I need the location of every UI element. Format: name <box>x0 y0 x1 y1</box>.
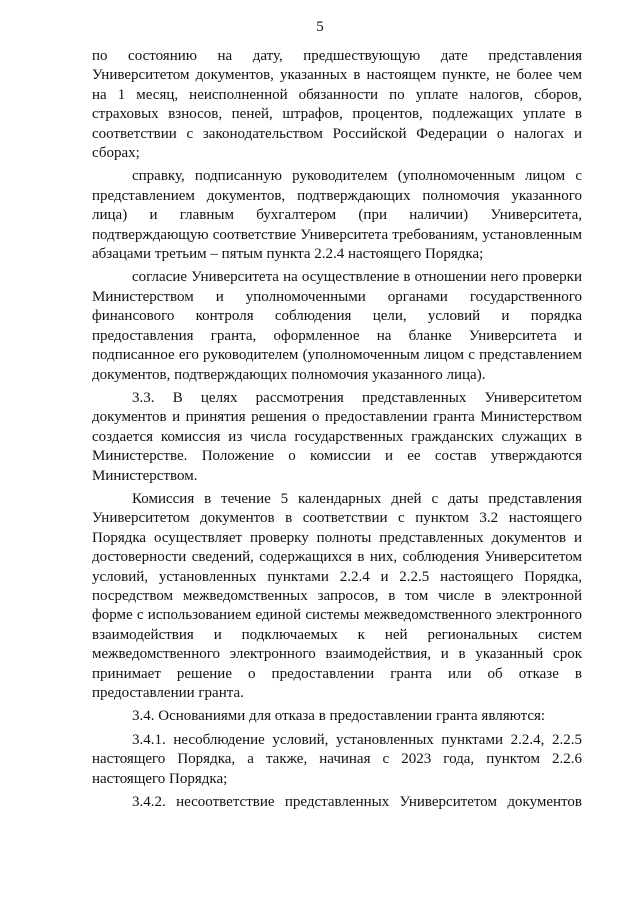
paragraph-3-3-commission: 3.3. В целях рассмотрения представленных Университетом документов и принятия решения о предоставлении гранта Министерством создается комиссия из числа государственных гражданских служащих в Министерстве. Положение о комиссии и ее состав утверждаются Министерством. <box>92 389 582 484</box>
paragraph-commission-review: Комиссия в течение 5 календарных дней с даты представления Университетом документов в соответствии с пунктом 3.2 настоящего Порядка осуществляет проверку полноты представленных документов и достоверности сведений, содержащихся в них, соблюдения Университетом условий, установленных пунктами 2.2.4 и 2.2.5 настоящего Порядка, посредством межведомственных запросов, в том числе в электронной форме с использованием единой системы межведомственного электронного взаимодействия и подключаемых к ней региональных систем межведомственного электронного взаимодействия, и в указанный срок принимает решение о предоставлении гранта или об отказе в предоставлении гранта. <box>92 490 582 701</box>
page-number: 5 <box>316 19 324 35</box>
paragraph-consent: согласие Университета на осуществление в отношении него проверки Министерством и уполномоченными органами государственного финансового контроля соблюдения цели, условий и порядка предоставления гранта, оформленное на бланке Университета и подписанное его руководителем (уполномоченным лицом с представлением документов, подтверждающих полномочия указанного лица). <box>92 269 582 383</box>
paragraph-tax-obligation: по состоянию на дату, предшествующую дате представления Университетом документов, указанных в настоящем пункте, не более чем на 1 месяц, неисполненной обязанности по уплате налогов, сборов, страховых взносов, пеней, штрафов, процентов, подлежащих уплате в соответствии с законодательством Российской Федерации о налогах и сборах; <box>92 48 582 162</box>
paragraph-3-4-2: 3.4.2. несоответствие представленных Университетом документов <box>132 794 582 811</box>
document-body <box>92 47 582 812</box>
paragraph-3-4-1: 3.4.1. несоблюдение условий, установленных пунктами 2.2.4, 2.2.5 настоящего Порядка, а также, начиная с 2023 года, пунктом 2.2.6 настоящего Порядка; <box>92 731 582 787</box>
paragraph-3-4-grounds: 3.4. Основаниями для отказа в предоставлении гранта являются: <box>132 708 546 725</box>
paragraph-certificate: справку, подписанную руководителем (уполномоченным лицом с представлением документов, подтверждающих полномочия указанного лица) и главным бухгалтером (при наличии) Университета, подтверждающую соответствие Университета требованиям, установленным абзацами третьим – пятым пункта 2.2.4 настоящего Порядка; <box>92 168 582 263</box>
